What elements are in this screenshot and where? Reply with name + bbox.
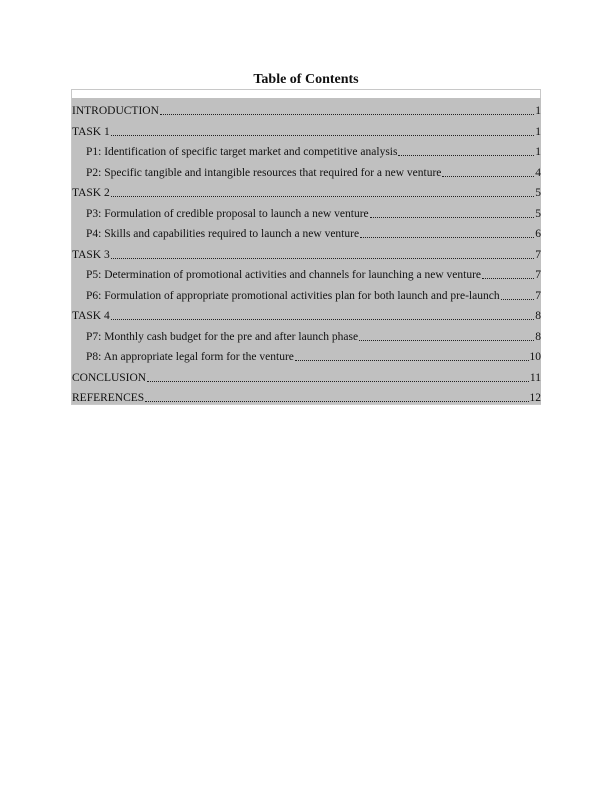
toc-list [72,98,541,404]
toc-entry-page: 7 [535,289,541,302]
toc-entry-label: P4: Skills and capabilities required to launch a new venture [86,228,360,240]
dot-leader [145,400,528,402]
dot-leader [147,380,529,382]
toc-entry-label: REFERENCES [72,392,145,404]
toc-entry[interactable] [72,303,541,323]
dot-leader [501,298,535,300]
toc-entry-page: 5 [535,187,541,199]
toc-entry-label: P2: Specific tangible and intangible resources that required for a new venture [86,166,442,179]
toc-entry-label: TASK 3 [72,248,110,261]
dot-leader [111,318,535,320]
toc-entry[interactable] [72,201,541,221]
dot-leader [111,195,535,197]
dot-leader [398,154,534,156]
toc-entry-page: 7 [535,248,541,261]
toc-entry-page: 1 [535,146,541,158]
toc-entry[interactable] [72,242,541,262]
toc-entry-page: 11 [529,371,541,384]
toc-entry-page: 8 [535,330,541,343]
toc-entry-page: 1 [535,105,541,117]
dot-leader [360,236,534,238]
toc-entry[interactable] [72,221,541,241]
toc-entry-page: 7 [535,269,541,281]
toc-entry[interactable] [72,344,541,364]
toc-entry[interactable] [72,139,541,159]
toc-entry-label: P7: Monthly cash budget for the pre and after launch phase [86,330,359,343]
dot-leader [295,359,529,361]
toc-entry-page: 4 [535,166,541,179]
toc-entry[interactable] [72,283,541,303]
toc-entry-page: 5 [535,207,541,220]
toc-entry[interactable] [72,385,541,405]
toc-entry[interactable] [72,119,541,139]
toc-entry-page: 8 [535,310,541,322]
toc-entry[interactable] [72,98,541,118]
toc-entry-page: 6 [535,228,541,240]
dot-leader [370,216,535,218]
toc-entry-label: P8: An appropriate legal form for the venture [86,351,294,363]
toc-entry[interactable] [72,365,541,385]
dot-leader [482,277,534,279]
toc-title: Table of Contents [253,72,359,87]
toc-entry-label: P3: Formulation of credible proposal to launch a new venture [86,207,369,220]
toc-entry-label: P1: Identification of specific target market and competitive analysis [86,146,398,158]
toc-entry[interactable] [72,262,541,282]
toc-entry-page: 10 [529,351,541,363]
dot-leader [111,257,535,259]
toc-entry-label: TASK 4 [72,310,110,322]
toc-entry-label: CONCLUSION [72,371,147,384]
toc-entry-page: 12 [529,392,541,404]
toc-entry[interactable] [72,180,541,200]
toc-entry-page: 1 [535,125,541,138]
toc-entry[interactable] [72,324,541,344]
toc-entry-label: P5: Determination of promotional activities and channels for launching a new venture [86,269,482,281]
toc-entry-label: TASK 2 [72,187,110,199]
dot-leader [442,175,534,177]
toc-entry-label: P6: Formulation of appropriate promotional activities plan for both launch and pre-launch [86,289,500,302]
dot-leader [359,339,534,341]
dot-leader [160,113,534,115]
toc-entry-label: INTRODUCTION [72,105,159,117]
dot-leader [111,134,535,136]
toc-entry[interactable] [72,160,541,180]
toc-entry-label: TASK 1 [72,125,110,138]
